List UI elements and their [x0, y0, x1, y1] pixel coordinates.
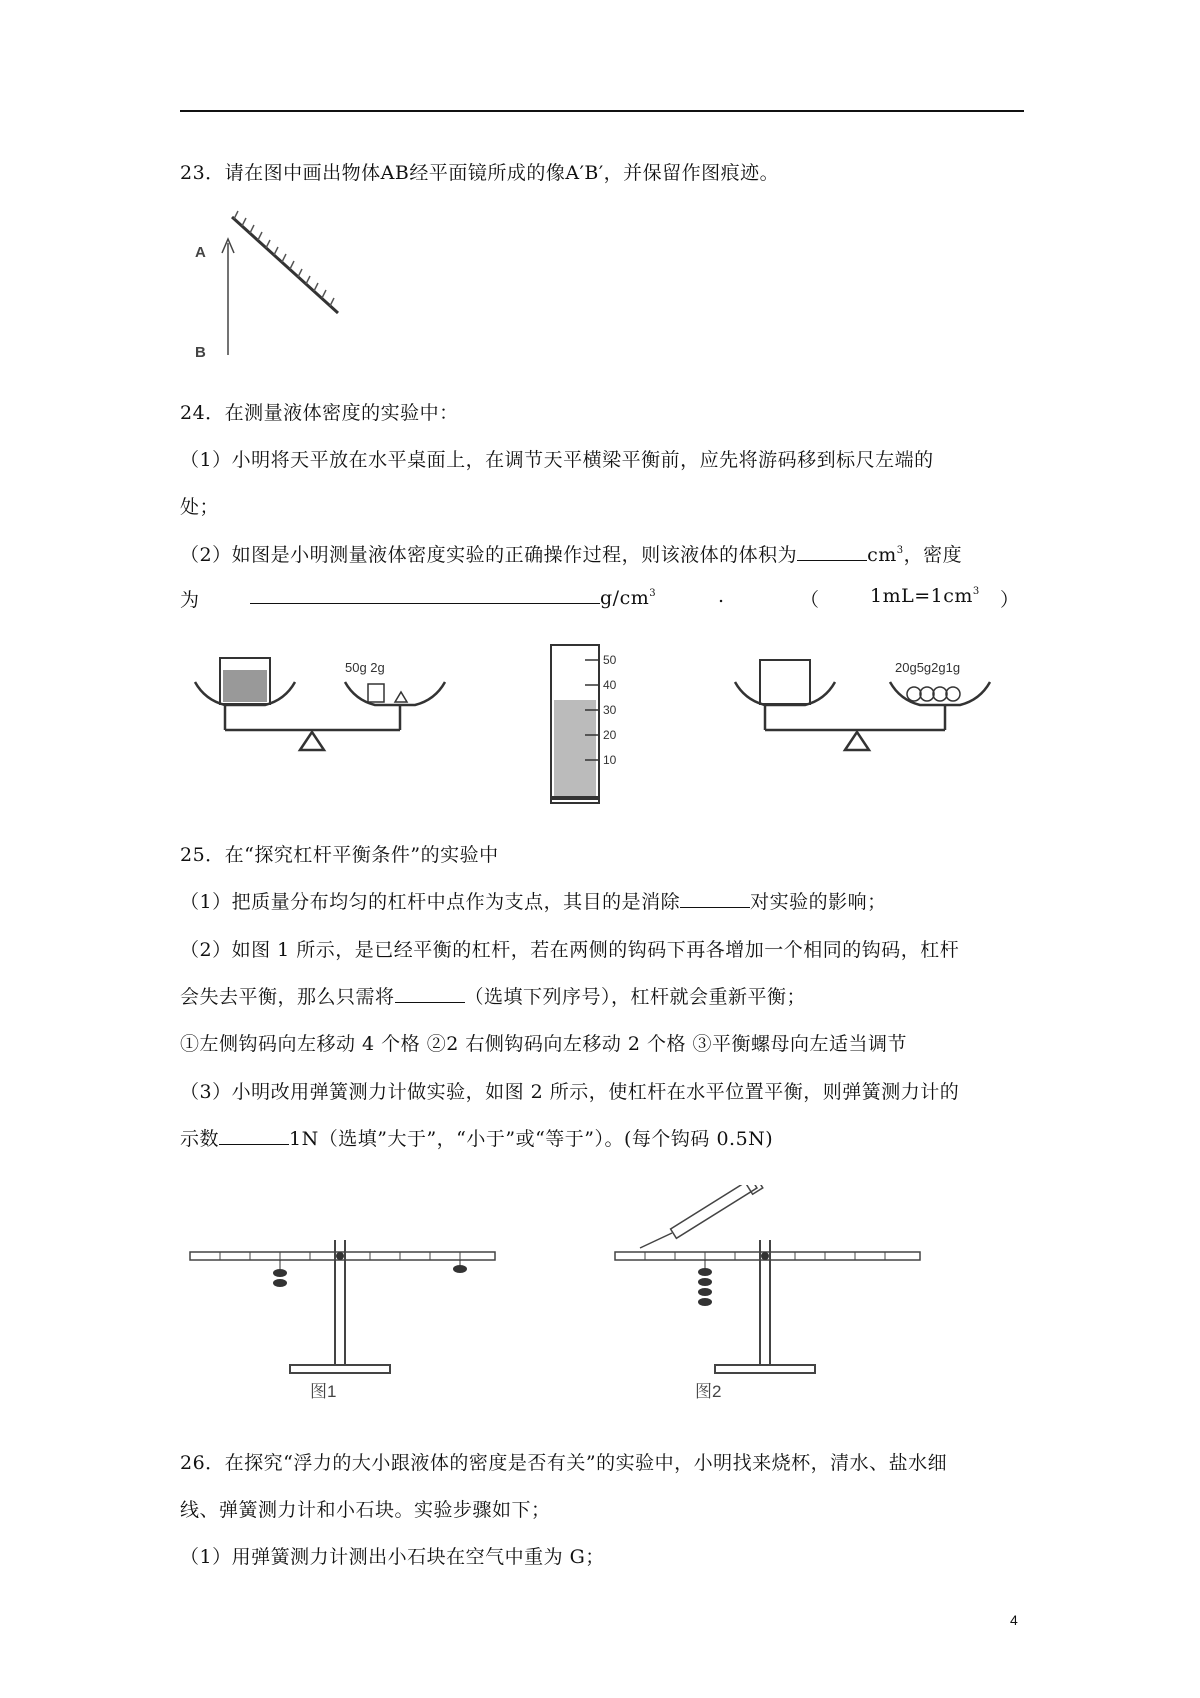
q24-dot: .	[718, 585, 725, 607]
q25-options: ①左侧钩码向左移动 4 个格 ②2 右侧钩码向左移动 2 个格 ③平衡螺母向左适当调节	[180, 1033, 908, 1055]
left-hook-weights	[273, 1260, 287, 1287]
q25-p2-post: （选填下列序号），杠杆就会重新平衡；	[464, 986, 807, 1008]
q25-p2-line2	[180, 982, 806, 1009]
q26-line3: （1）用弹簧测力计测出小石块在空气中重为 G；	[180, 1546, 605, 1568]
q25-p2-pre: 会失去平衡，那么只需将	[180, 986, 395, 1008]
q25-p3-post: 1N（选填”大于”，“小于”或“等于”）。(每个钩码 0.5N)	[289, 1128, 774, 1150]
q24-p1-line1: （1）小明将天平放在水平桌面上，在调节天平横梁平衡前，应先将游码移到标尺左端的	[180, 449, 934, 471]
graduated-cylinder	[545, 640, 635, 810]
q25-p3-line2	[180, 1124, 773, 1151]
plane-mirror	[232, 211, 338, 313]
q25-p1-post: 对实验的影响；	[750, 891, 887, 913]
q25-blank3[interactable]	[219, 1126, 289, 1145]
q26-line2: 线、弹簧测力计和小石块。实验步骤如下；	[180, 1499, 551, 1521]
volume-blank[interactable]	[797, 542, 867, 561]
unit-cm: cm	[867, 544, 897, 566]
q25-blank2[interactable]	[395, 984, 465, 1003]
cyl-tick-30: 30	[603, 703, 617, 717]
cyl-tick-20: 20	[603, 728, 617, 742]
q25-p1-pre: （1）把质量分布均匀的杠杆中点作为支点，其目的是消除	[180, 891, 681, 913]
label-a: A	[195, 244, 206, 261]
q24-p2-line1	[180, 540, 962, 567]
header-rule	[180, 110, 1024, 112]
cyl-tick-10: 10	[603, 753, 617, 767]
balance-with-beaker	[190, 650, 470, 800]
q25-p2-line1: （2）如图 1 所示，是已经平衡的杠杆，若在两侧的钩码下再各增加一个相同的钩码，杠杆	[180, 939, 960, 961]
weight-50g	[368, 684, 384, 702]
q23-text: 23．请在图中画出物体AB经平面镜所成的像A′B′，并保留作图痕迹。	[180, 162, 780, 184]
empty-beaker	[760, 660, 810, 704]
unit-gcm-sup: 3	[649, 588, 657, 599]
ml-note-sup: 3	[972, 586, 980, 597]
unit-cm-sup: 3	[896, 545, 904, 556]
paren-close: ）	[1000, 589, 1020, 611]
right-hook-weights	[453, 1260, 467, 1273]
weight-2g	[395, 692, 407, 702]
hook-weights	[698, 1260, 712, 1306]
q26-line1: 26．在探究“浮力的大小跟液体的密度是否有关”的实验中，小明找来烧杯，清水、盐水细	[180, 1452, 948, 1474]
q25-p3-line1: （3）小明改用弹簧测力计做实验，如图 2 所示，使杠杆在水平位置平衡，则弹簧测力计的	[180, 1081, 960, 1103]
q24-p1-line2: 处；	[180, 496, 220, 518]
balance2-weights: 20g5g2g1g	[895, 660, 961, 675]
page-number: 4	[1010, 1612, 1018, 1628]
q25-blank1[interactable]	[680, 889, 750, 908]
spring-scale	[640, 1185, 763, 1248]
q24-p2-line2	[180, 585, 1024, 612]
object-arrow-ab	[222, 239, 234, 355]
q24-p2-mid: ，密度	[903, 544, 963, 566]
paren-open: （	[800, 589, 820, 611]
q24-wei: 为	[180, 589, 200, 611]
cyl-tick-40: 40	[603, 678, 617, 692]
density-blank[interactable]	[250, 585, 600, 604]
weights-set	[907, 687, 960, 701]
q25-p3-pre: 示数	[180, 1128, 220, 1150]
q25-title: 25．在“探究杠杆平衡条件”的实验中	[180, 844, 499, 866]
balance-with-empty-beaker	[730, 650, 1000, 800]
cyl-tick-50: 50	[603, 653, 617, 667]
beaker	[220, 658, 270, 704]
q24-p2-pre: （2）如图是小明测量液体密度实验的正确操作过程，则该液体的体积为	[180, 544, 798, 566]
balance1-weights: 50g 2g	[345, 660, 385, 675]
mirror-figure	[180, 205, 340, 365]
lever-figure-1	[185, 1225, 515, 1400]
pivot	[761, 1252, 769, 1260]
q24-title: 24．在测量液体密度的实验中：	[180, 402, 459, 424]
unit-gcm: g/cm	[600, 587, 650, 609]
q25-p1	[180, 887, 887, 914]
pivot	[336, 1252, 344, 1260]
fig1-caption: 图1	[310, 1382, 337, 1400]
ml-note: 1mL=1cm	[870, 585, 973, 607]
lever-figure-2	[610, 1185, 940, 1400]
label-b: B	[195, 344, 206, 361]
fig2-caption: 图2	[695, 1382, 722, 1400]
